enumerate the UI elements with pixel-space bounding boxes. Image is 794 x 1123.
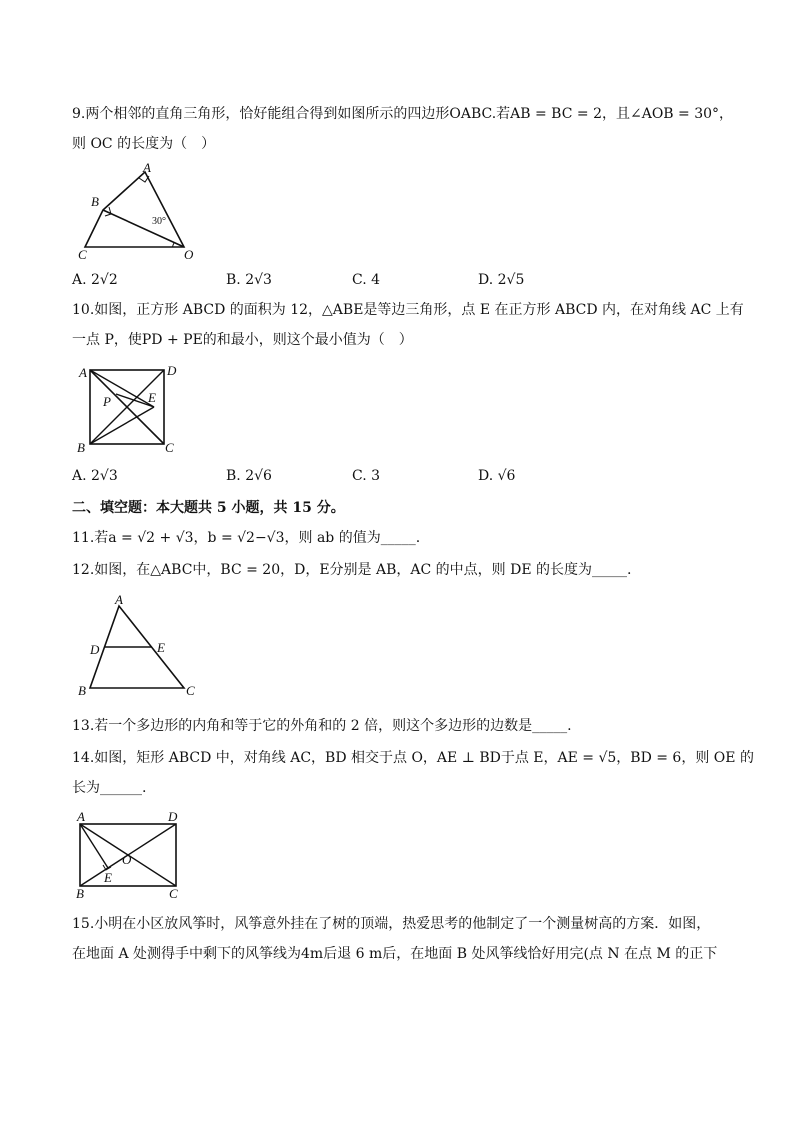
q10-option-b[interactable]: B. 2√6 <box>226 468 272 484</box>
q10-label-a: A <box>79 365 87 380</box>
q12-label-a: A <box>115 592 123 607</box>
q11-line: 11.若a = √2 + √3，b = √2−√3，则 ab 的值为_____. <box>72 530 421 546</box>
q9-options <box>72 270 732 290</box>
q10-figure <box>72 360 192 455</box>
q9-label-a: A <box>143 160 151 175</box>
q14-label-o: O <box>122 852 132 867</box>
q14-label-a: A <box>77 810 85 824</box>
q15-line1: 15.小明在小区放风筝时，风筝意外挂在了树的顶端，热爱思考的他制定了一个测量树高的方案．如图， <box>72 916 711 932</box>
q10-option-c[interactable]: C. 3 <box>352 468 381 484</box>
q9-line2: 则 OC 的长度为（ ） <box>72 136 216 152</box>
q10-label-p: P <box>103 394 111 409</box>
q9-segment-bo <box>103 210 184 247</box>
q9-label-b: B <box>91 194 99 209</box>
q9-label-c: C <box>78 247 87 260</box>
q12-label-e: E <box>157 640 165 655</box>
q14-line1: 14.如图，矩形 ABCD 中，对角线 AC，BD 相交于点 O，AE ⊥ BD于点 E，AE = √5，BD = 6，则 OE 的 <box>72 750 754 766</box>
q14-figure <box>72 810 192 900</box>
q10-label-e: E <box>148 390 156 405</box>
q12-line1: 12.如图，在△ABC中，BC = 20，D，E分别是 AB，AC 的中点，则 DE 的长度为_____. <box>72 562 632 578</box>
q10-label-b: B <box>77 440 85 455</box>
q12-label-b: B <box>78 683 86 698</box>
q14-segment-ae <box>80 824 108 868</box>
q10-option-d[interactable]: D. √6 <box>478 468 516 484</box>
q12-label-c: C <box>186 683 195 698</box>
q9-quadrilateral <box>85 172 184 247</box>
q9-line1: 9.两个相邻的直角三角形，恰好能组合得到如图所示的四边形OABC.若AB = BC = 2，且∠AOB = 30°， <box>72 106 734 122</box>
q10-options <box>72 466 732 486</box>
q14-label-d: D <box>168 810 178 824</box>
q10-label-c: C <box>165 440 174 455</box>
q13-line: 13.若一个多边形的内角和等于它的外角和的 2 倍，则这个多边形的边数是_____. <box>72 718 572 734</box>
q10-line2: 一点 P，使PD + PE的和最小，则这个最小值为（ ） <box>72 332 413 348</box>
q9-label-o: O <box>184 247 194 260</box>
q14-label-b: B <box>76 886 84 900</box>
q15-line2: 在地面 A 处测得手中剩下的风筝线为4m后退 6 m后，在地面 B 处风筝线恰好用完(点 N 在点 M 的正下 <box>72 946 718 962</box>
section-fill-in-title: 二、填空题：本大题共 5 小题，共 15 分。 <box>72 500 345 516</box>
q9-option-c[interactable]: C. 4 <box>352 272 381 288</box>
q9-option-a[interactable]: A. 2√2 <box>72 272 118 288</box>
q12-label-d: D <box>90 642 100 657</box>
q14-label-e: E <box>104 870 112 885</box>
q9-option-d[interactable]: D. 2√5 <box>478 272 525 288</box>
q9-option-b[interactable]: B. 2√3 <box>226 272 272 288</box>
q14-line2: 长为______. <box>72 780 147 796</box>
q10-option-a[interactable]: A. 2√3 <box>72 468 118 484</box>
q10-line1: 10.如图，正方形 ABCD 的面积为 12，△ABE是等边三角形，点 E 在正方形 ABCD 内，在对角线 AC 上有 <box>72 302 744 318</box>
q10-label-d: D <box>167 363 177 378</box>
q9-angle-label: 30° <box>152 216 166 227</box>
q14-label-c: C <box>169 886 178 900</box>
q9-figure <box>72 160 212 260</box>
q12-figure <box>72 592 212 702</box>
